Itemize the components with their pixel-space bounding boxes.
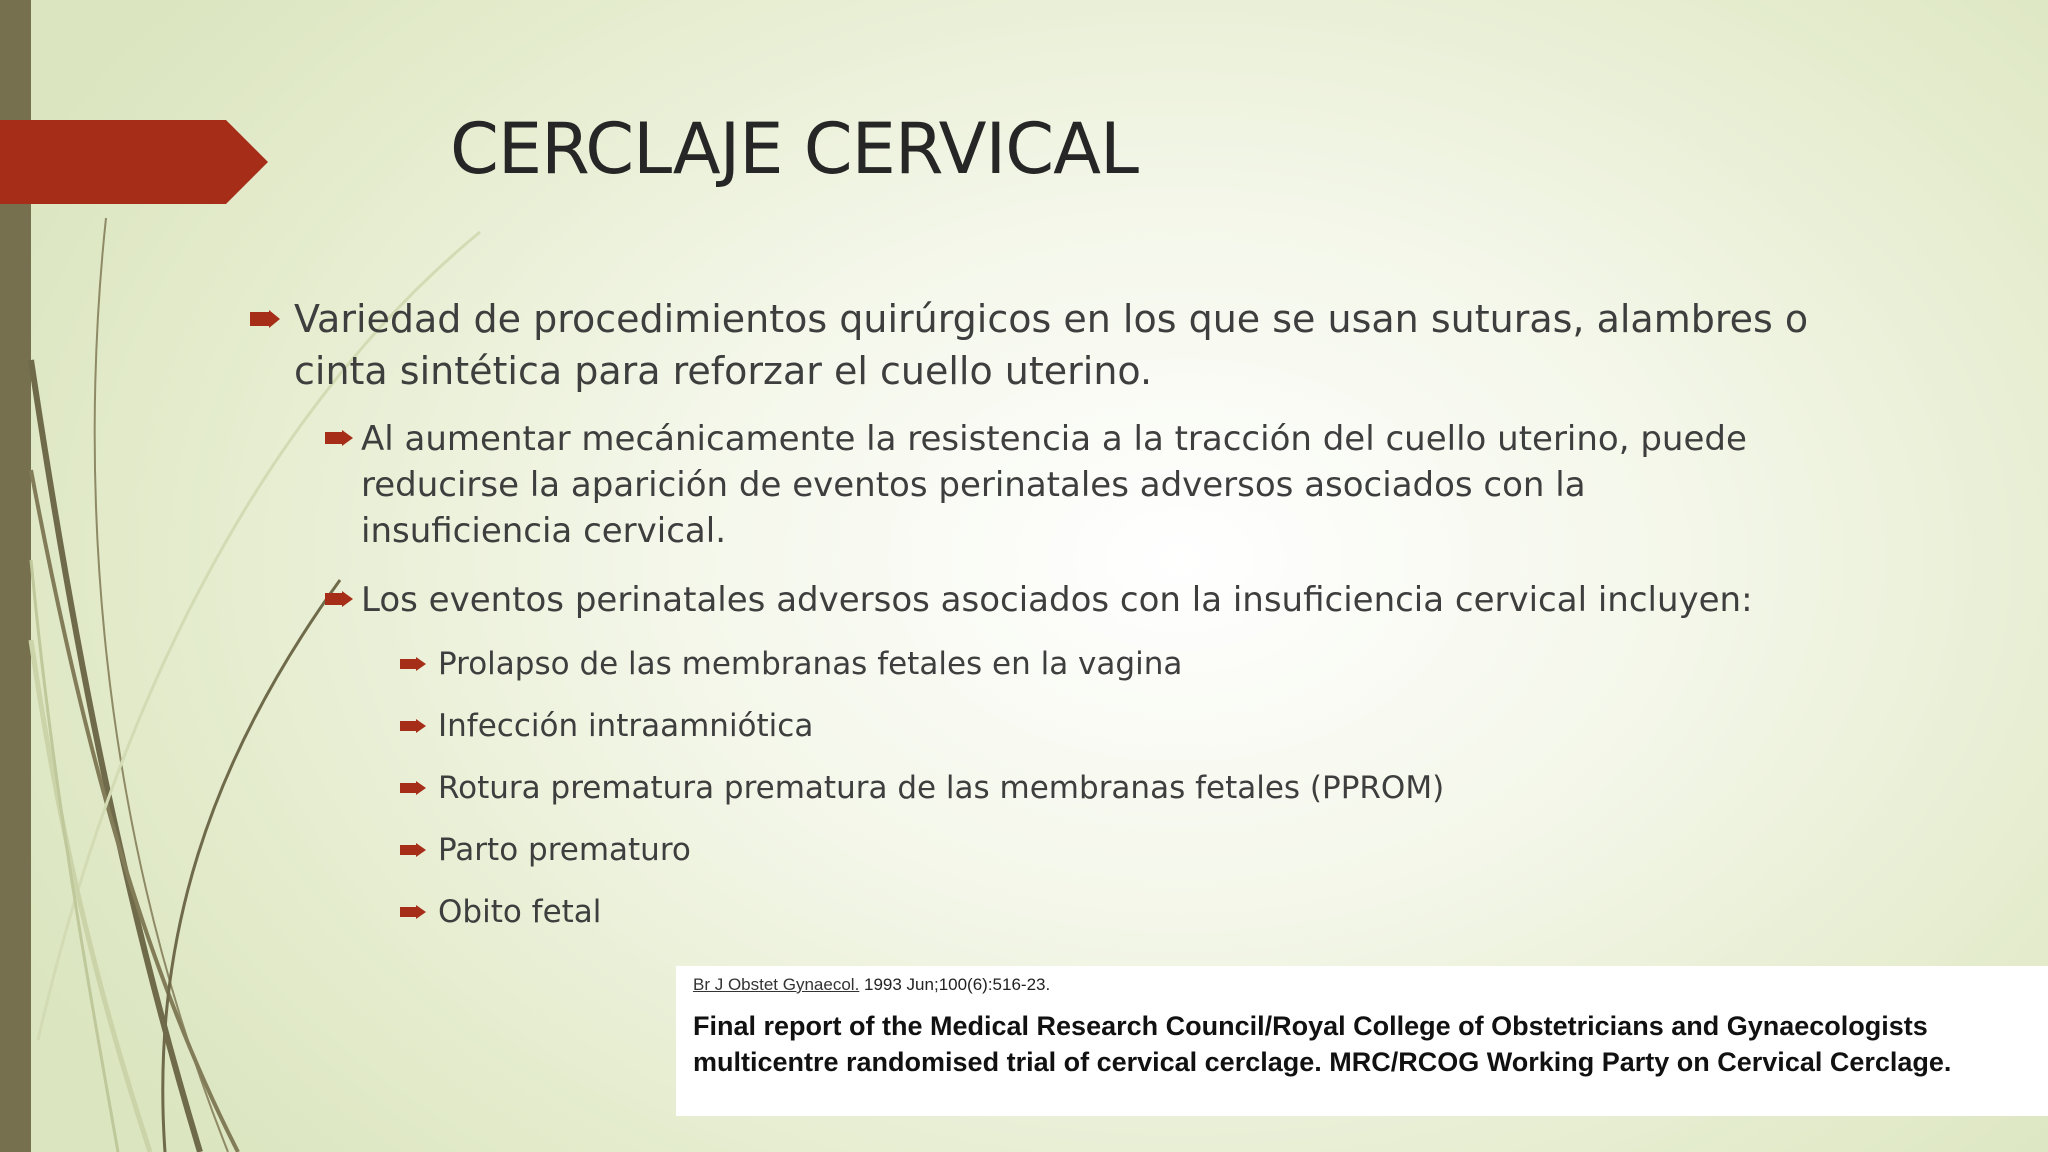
bullet-text: Prolapso de las membranas fetales en la vagina <box>438 646 1183 682</box>
reference-citation: 1993 Jun;100(6):516-23. <box>859 975 1051 994</box>
bullet-detail <box>400 892 1600 932</box>
bullet-sub <box>325 577 1775 623</box>
slide-title: CERCLAJE CERVICAL <box>450 108 1138 190</box>
reference-citation-box <box>676 966 2048 1116</box>
bullet-arrow-icon <box>400 905 438 919</box>
reference-title: Final report of the Medical Research Council/Royal College of Obstetricians and Gynaecologists multicentre randomised trial of cervical cerclage. MRC/RCOG Working Party on Cervical Cerclage. <box>693 1011 1952 1077</box>
bullet-text: Infección intraamniótica <box>438 708 814 744</box>
bullet-text: Al aumentar mecánicamente la resistencia a la tracción del cuello uterino, puede reducirse la aparición de eventos perinatales adversos asociados con la insuficiencia cervical. <box>361 419 1747 551</box>
bullet-detail <box>400 768 1600 808</box>
bullet-arrow-icon <box>400 843 438 857</box>
bullet-detail <box>400 644 1600 684</box>
bullet-text: Rotura prematura prematura de las membranas fetales (PPROM) <box>438 770 1445 806</box>
bullet-text: Obito fetal <box>438 894 602 930</box>
bullet-arrow-icon <box>400 781 438 795</box>
bullet-arrow-icon <box>400 719 438 733</box>
reference-journal-link[interactable]: Br J Obstet Gynaecol. <box>693 975 860 994</box>
bullet-detail <box>400 706 1600 746</box>
bullet-text: Variedad de procedimientos quirúrgicos en los que se usan suturas, alambres o cinta sintética para reforzar el cuello uterino. <box>294 297 1809 393</box>
bullet-arrow-icon <box>325 430 361 446</box>
bullet-arrow-icon <box>325 591 361 607</box>
bullet-main <box>250 293 1810 397</box>
bullet-detail <box>400 830 1600 870</box>
bullet-text: Parto prematuro <box>438 832 691 868</box>
bullet-arrow-icon <box>400 657 438 671</box>
title-arrow-shape <box>0 120 268 204</box>
bullet-arrow-icon <box>250 310 294 328</box>
decor-curve-5 <box>163 580 340 1152</box>
bullet-text: Los eventos perinatales adversos asociados con la insuficiencia cervical incluyen: <box>361 580 1753 620</box>
reference-meta <box>693 974 2048 996</box>
bullet-sub <box>325 416 1775 554</box>
